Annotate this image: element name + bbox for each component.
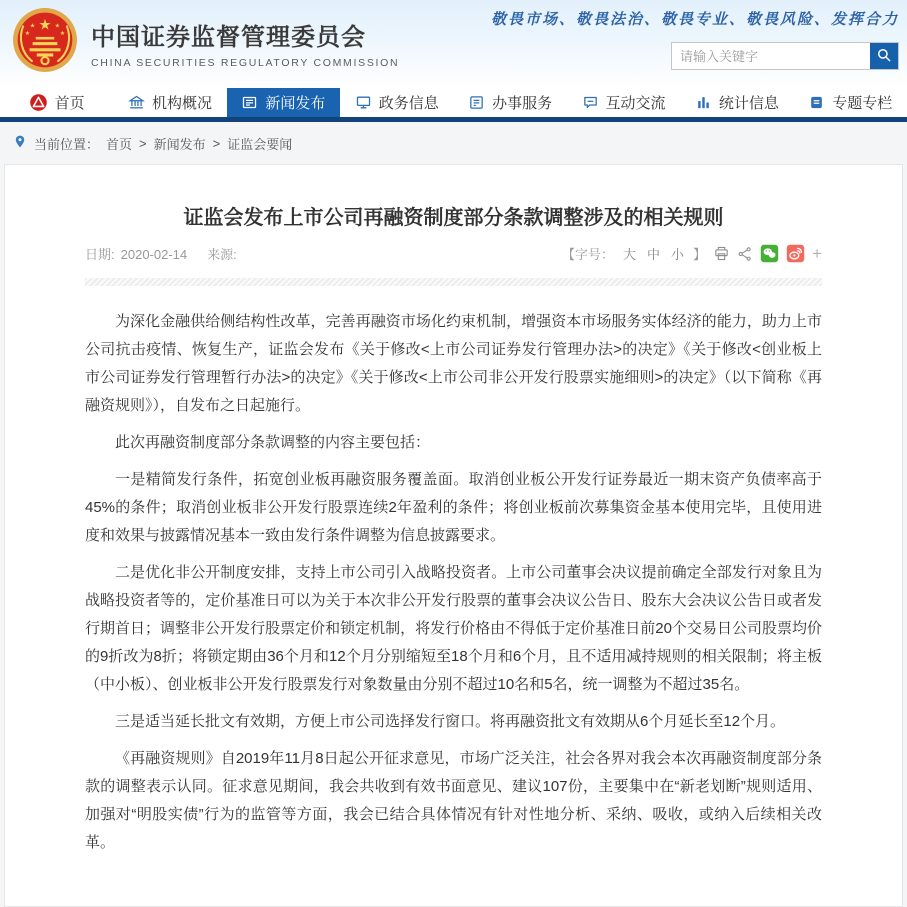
svg-text:★: ★ [38, 17, 52, 34]
font-size-medium-button[interactable]: 中 [647, 247, 661, 262]
brand[interactable] [12, 7, 399, 78]
paragraph: 二是优化非公开制度安排，支持上市公司引入战略投资者。上市公司董事会决议提前确定全部发行对象且为战略投资者等的，定价基准日可以为关于本次非公开发行股票的董事会决议公告日、股东大会决议公告日或者发行期首日；调整非公开发行股票定价和锁定机制，将发行价格由不得低于定价基准日前20个交易日公司股票均价的9折改为8折；将锁定期由36个月和12个月分别缩短至18个月和6个月，且不适用减持规则的相关限制；将主板（中小板）、创业板非公开发行股票发行对象数量由分别不超过10名和5名，统一调整为不超过35名。 [85, 564, 822, 693]
nav-item-home[interactable] [0, 88, 113, 117]
paragraph: 此次再融资制度部分条款调整的内容主要包括： [115, 434, 431, 451]
svg-text:★: ★ [29, 22, 36, 30]
page-title: 证监会发布上市公司再融资制度部分条款调整涉及的相关规则 [183, 207, 724, 229]
search-input[interactable] [672, 43, 870, 69]
location-pin-icon [13, 134, 27, 152]
monitor-icon [355, 94, 372, 111]
date-label: 日期: [85, 247, 115, 262]
search-box [671, 42, 899, 70]
header-slogan: 敬畏市场、敬畏法治、敬畏专业、敬畏风险、发挥合力 [490, 10, 899, 28]
svg-text:★: ★ [24, 29, 31, 37]
search-icon [875, 46, 893, 67]
list-icon [468, 94, 485, 111]
chat-bubble-icon [582, 94, 599, 111]
font-size-large-button[interactable]: 大 [623, 247, 637, 262]
breadcrumb-csrc-news[interactable]: 证监会要闻 [227, 136, 293, 152]
nav-label: 首页 [54, 95, 85, 112]
article-toolbar [562, 244, 822, 263]
nav-item-interaction[interactable] [567, 88, 680, 117]
more-share-button[interactable]: + [812, 244, 822, 263]
nav-label: 政务信息 [378, 95, 439, 112]
nav-label: 互动交流 [605, 95, 666, 112]
nav-item-services[interactable] [454, 88, 567, 117]
nav-label: 统计信息 [718, 95, 779, 112]
nav-item-special-columns[interactable] [794, 88, 907, 117]
breadcrumb-home[interactable]: 首页 [106, 136, 133, 152]
site-title: 中国证券监督管理委员会 [91, 23, 366, 51]
article-body [85, 308, 822, 857]
paragraph: 为深化金融供给侧结构性改革，完善再融资市场化约束机制，增强资本市场服务实体经济的能力，助力上市公司抗击疫情、恢复生产，证监会发布《关于修改<上市公司证券发行管理办法>的决定》《关于修改<创业板上市公司证券发行管理暂行办法>的决定》《关于修改<上市公司非公开发行股票实施细则>的决定》（以下简称《再融资规则》），自发布之日起施行。 [85, 313, 822, 414]
weibo-share-button[interactable] [786, 244, 805, 263]
wechat-share-button[interactable] [760, 244, 779, 263]
nav-item-news[interactable] [227, 88, 340, 117]
print-button[interactable] [713, 245, 730, 262]
newspaper-icon [241, 94, 258, 111]
breadcrumb-separator: > [139, 135, 147, 151]
main-nav [0, 88, 907, 122]
nav-label: 办事服务 [492, 95, 553, 112]
nav-label: 新闻发布 [265, 95, 326, 112]
article [4, 164, 903, 907]
document-icon [808, 94, 825, 111]
breadcrumb [0, 122, 907, 164]
breadcrumb-label: 当前位置： [34, 136, 100, 152]
nav-item-gov-info[interactable] [340, 88, 453, 117]
csrc-logo-icon [29, 93, 48, 112]
content-area [0, 164, 907, 907]
article-date: 2020-02-14 [120, 247, 188, 262]
breadcrumb-separator: > [212, 135, 221, 151]
paragraph: 《再融资规则》自2019年11月8日起公开征求意见，市场广泛关注，社会各界对我会本次再融资制度部分条款的调整表示认同。征求意见期间，我会共收到有效书面意见、建议107份，主要集中在“新老划断”规则适用、加强对“明股实债”行为的监管等方面，我会已结合具体情况有针对性地分析、采纳、吸收，或纳入后续相关改革。 [85, 750, 822, 851]
paragraph: 三是适当延长批文有效期，方便上市公司选择发行窗口。将再融资批文有效期从6个月延长至12个月。 [115, 713, 786, 730]
breadcrumb-news[interactable]: 新闻发布 [153, 136, 206, 152]
font-size-suffix: 】 [693, 247, 707, 262]
article-meta [85, 244, 822, 263]
article-meta-left [85, 244, 243, 263]
site-header [0, 0, 907, 88]
nav-item-about[interactable] [113, 88, 226, 117]
nav-label: 机构概况 [152, 95, 213, 112]
bank-icon [128, 94, 145, 111]
svg-text:★: ★ [59, 29, 66, 37]
font-size-prefix: 【字号： [561, 247, 614, 262]
nav-label: 专题专栏 [832, 95, 893, 112]
title-divider [85, 278, 822, 286]
source-label: 来源: [207, 247, 237, 262]
font-size-small-button[interactable]: 小 [671, 247, 685, 262]
search-button[interactable] [870, 43, 898, 69]
paragraph: 一是精简发行条件，拓宽创业板再融资服务覆盖面。取消创业板公开发行证券最近一期末资产负债率高于45%的条件；取消创业板非公开发行股票连续2年盈利的条件；将创业板前次募集资金基本使用完毕，且使用进度和效果与披露情况基本一致由发行条件调整为信息披露要求。 [85, 471, 822, 544]
site-title-en: CHINA SECURITIES REGULATORY COMMISSION [91, 56, 400, 69]
share-icon[interactable] [737, 246, 753, 262]
bar-chart-icon [695, 94, 712, 111]
national-emblem-icon [12, 7, 78, 78]
svg-text:★: ★ [54, 22, 61, 30]
nav-item-statistics[interactable] [680, 88, 793, 117]
